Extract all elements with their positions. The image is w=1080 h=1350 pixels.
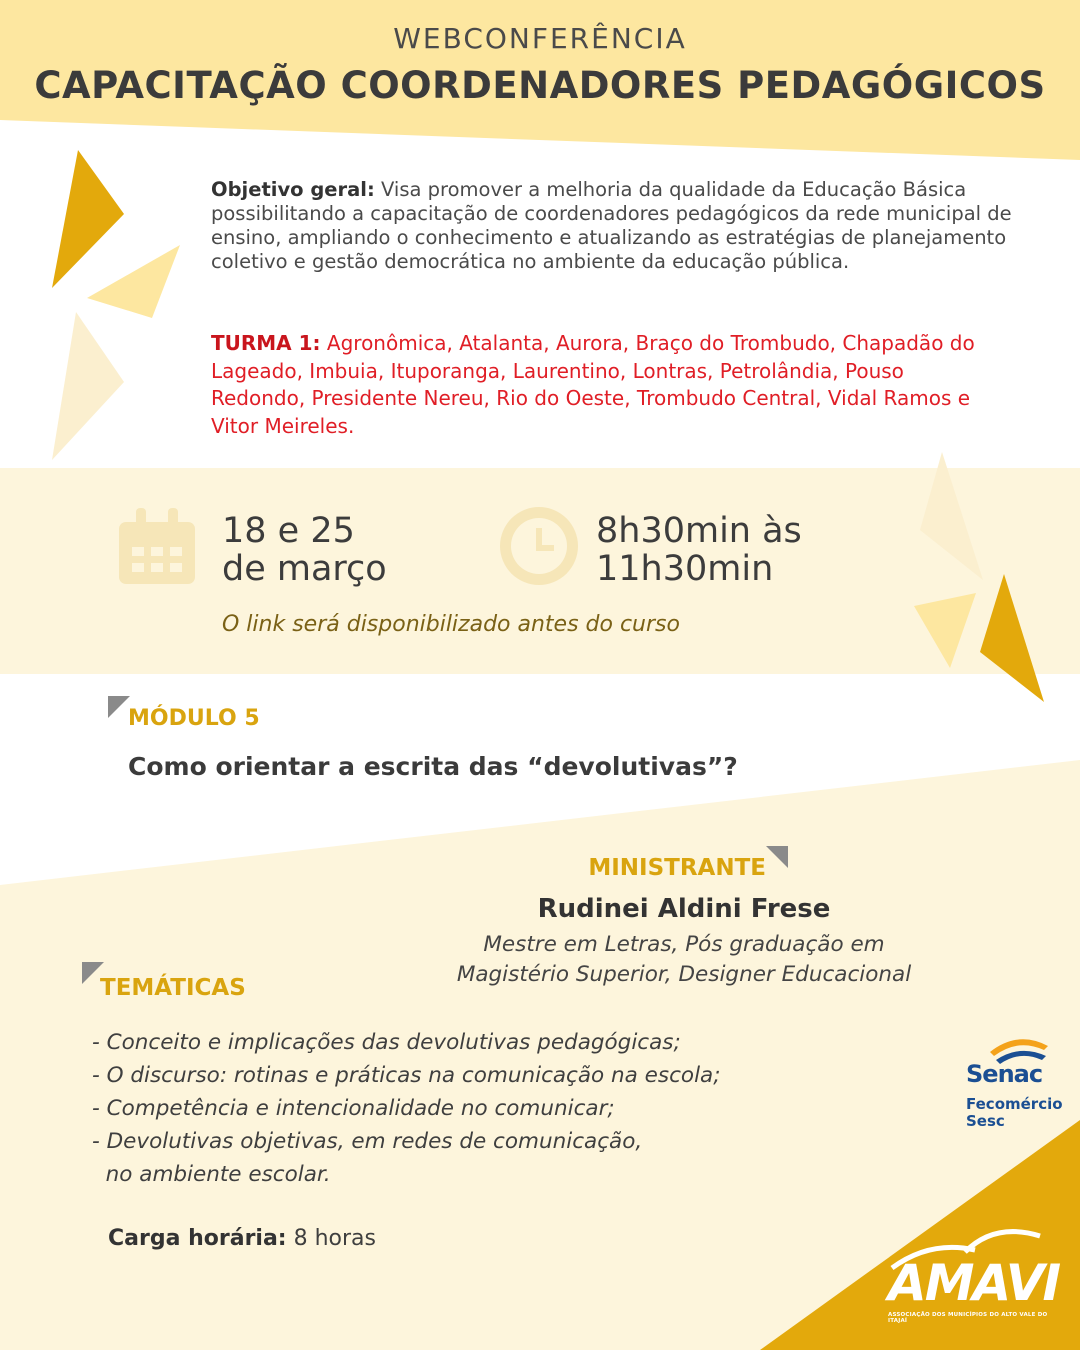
list-item: - Devolutivas objetivas, em redes de comunicação, <box>92 1129 643 1154</box>
date-text <box>222 512 387 588</box>
turma-text: Agronômica, Atalanta, Aurora, Braço do Trombudo, Chapadão do Lageado, Imbuia, Ituporanga, Laurentino, Lontras, Petrolândia, Pouso Redondo, Presidente Nereu, Rio do Oeste, Trombudo Central, Vidal Ramos e Vitor Meireles. <box>211 331 975 438</box>
fecomercio-line-1: Fecomércio <box>966 1095 1063 1113</box>
date-line-2: de março <box>222 549 387 589</box>
objective-text: Visa promover a melhoria da qualidade da Educação Básica possibilitando a capacitação de coordenadores pedagógicos da rede municipal de ensino, ampliando o conhecimento e atualizando as estratégias de planejamento coletivo e gestão democrática no ambiente da educação pública. <box>211 178 1012 273</box>
page-title: CAPACITAÇÃO COORDENADORES PEDAGÓGICOS <box>34 64 1046 107</box>
header-kicker: WEBCONFERÊNCIA <box>393 22 687 55</box>
date-line-1: 18 e 25 <box>222 511 355 551</box>
objective-label: Objetivo geral: <box>211 178 375 201</box>
triangle-pale-left <box>87 245 180 318</box>
list-item: - O discurso: rotinas e práticas na comunicação na escola; <box>92 1063 721 1088</box>
time-line-2: 11h30min <box>596 549 774 589</box>
list-item: - Conceito e implicações das devolutivas pedagógicas; <box>92 1030 681 1055</box>
bio-line-1: Mestre em Letras, Pós graduação em <box>483 932 885 957</box>
time-text <box>596 512 802 588</box>
module-title: Como orientar a escrita das “devolutivas”? <box>128 752 738 781</box>
turma-label: TURMA 1: <box>211 331 321 355</box>
list-item: no ambiente escolar. <box>92 1162 331 1187</box>
carga-value: 8 horas <box>286 1226 376 1251</box>
objective-paragraph <box>211 178 1031 274</box>
carga-horaria <box>108 1226 376 1251</box>
list-item: - Competência e intencionalidade no comunicar; <box>92 1096 615 1121</box>
ministrante-bio <box>380 930 988 990</box>
time-line-1: 8h30min às <box>596 511 802 551</box>
senac-wordmark: Senac <box>966 1060 1043 1088</box>
bio-line-2: Magistério Superior, Designer Educacional <box>456 962 912 987</box>
turma-paragraph <box>211 330 991 440</box>
link-note: O link será disponibilizado antes do curso <box>222 612 680 637</box>
corner-marker-icon <box>108 696 130 718</box>
carga-label: Carga horária: <box>108 1226 287 1251</box>
triangle-gold-left <box>52 150 124 288</box>
amavi-subtitle: ASSOCIAÇÃO DOS MUNICÍPIOS DO ALTO VALE DO ITAJAÍ <box>888 1312 1048 1324</box>
clock-icon <box>500 507 578 585</box>
tematicas-list <box>92 1026 852 1191</box>
module-label: MÓDULO 5 <box>128 706 260 731</box>
fecomercio-line-2: Sesc <box>966 1112 1005 1130</box>
triangle-cream-left <box>52 312 124 460</box>
ministrante-name: Rudinei Aldini Frese <box>537 894 831 924</box>
amavi-wordmark: AMAVI <box>888 1254 1060 1312</box>
tematicas-label: TEMÁTICAS <box>100 975 246 1001</box>
ministrante-label: MINISTRANTE <box>588 855 766 881</box>
fecomercio-wordmark <box>966 1096 1063 1130</box>
